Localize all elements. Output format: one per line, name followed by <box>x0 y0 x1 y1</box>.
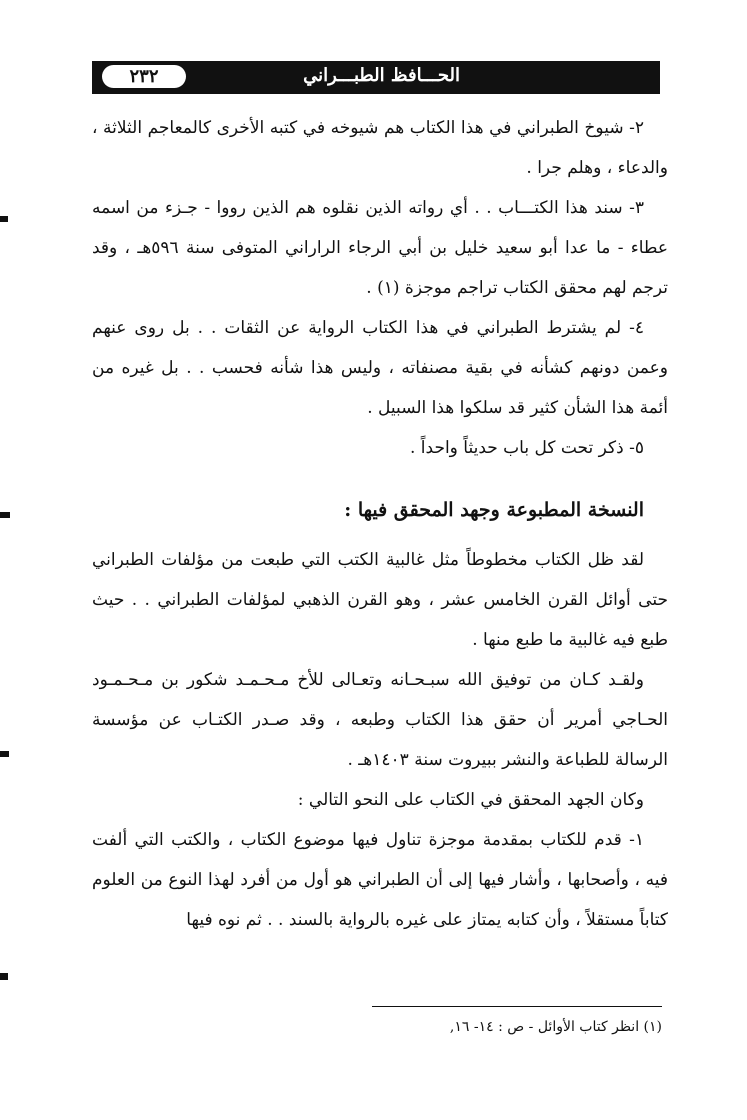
footnote-divider <box>372 1006 662 1007</box>
scan-edge-mark <box>0 512 10 518</box>
footnote: (١) انظر كتاب الأوائل - ص : ١٤- ١٦, <box>449 1019 662 1035</box>
body-paragraph-1: لقد ظل الكتاب مخطوطاً مثل غالبية الكتب التي طبعت من مؤلفات الطبراني حتى أوائل القرن الخامس عشر ، وهو القرن الذهبي لمؤلفات الطبراني . . حيث طبع فيه غالبية ما طبع منها . <box>92 550 668 650</box>
list-item-5: ٥- ذكر تحت كل باب حديثاً واحداً . <box>409 438 644 458</box>
page-body <box>92 108 668 940</box>
body-paragraph-4: ١- قدم للكتاب بمقدمة موجزة تناول فيها موضوع الكتاب ، والكتب التي ألفت فيه ، وأصحابها ، وأشار فيها إلى أن الطبراني هو أول من أفرد لهذا النوع من العلوم كتاباً مستقلاً ، وأن كتابه يمتاز على غيره بالرواية بالسند . . ثم نوه فيها <box>92 830 668 930</box>
body-paragraph-2: ولقـد كـان من توفيق الله سبـحـانه وتعـالى للأخ مـحـمـد شكور بن مـحـمـود الحـاجي أمرير أن حقق هذا الكتاب وطبعه ، وقد صـدر الكتـاب عن مؤسسة الرسالة للطباعة والنشر ببيروت سنة ١٤٠٣هـ . <box>92 670 668 770</box>
list-item-3: ٣- سند هذا الكتـــاب . . أي رواته الذين نقلوه هم الذين رووا - جـزء من اسمه عطاء - ما عدا أبو سعيد خليل بن أبي الرجاء الراراني المتوفى سنة ٥٩٦هـ ، وقد ترجم لهم محقق الكتاب تراجم موجزة (١) . <box>92 198 668 298</box>
scan-edge-mark <box>0 751 9 757</box>
scan-edge-mark <box>0 216 8 222</box>
page-number: ٢٣٢ <box>102 65 186 88</box>
running-header <box>92 61 660 94</box>
list-item-2: ٢- شيوخ الطبراني في هذا الكتاب هم شيوخه في كتبه الأخرى كالمعاجم الثلاثة ، والدعاء ، وهلم جرا . <box>92 118 668 178</box>
body-paragraph-3: وكان الجهد المحقق في الكتاب على النحو التالي : <box>297 790 644 810</box>
list-item-4: ٤- لم يشترط الطبراني في هذا الكتاب الرواية عن الثقات . . بل روى عنهم وعمن دونهم كشأنه في بقية مصنفاته ، وليس هذا شأنه فحسب . . بل غيره من أئمة هذا الشأن كثير قد سلكوا هذا السبيل . <box>92 318 668 418</box>
scan-edge-mark <box>0 973 8 980</box>
section-heading: النسخة المطبوعة وجهد المحقق فيها : <box>344 499 644 521</box>
running-title: الحـــافظ الطبـــراني <box>303 65 460 86</box>
